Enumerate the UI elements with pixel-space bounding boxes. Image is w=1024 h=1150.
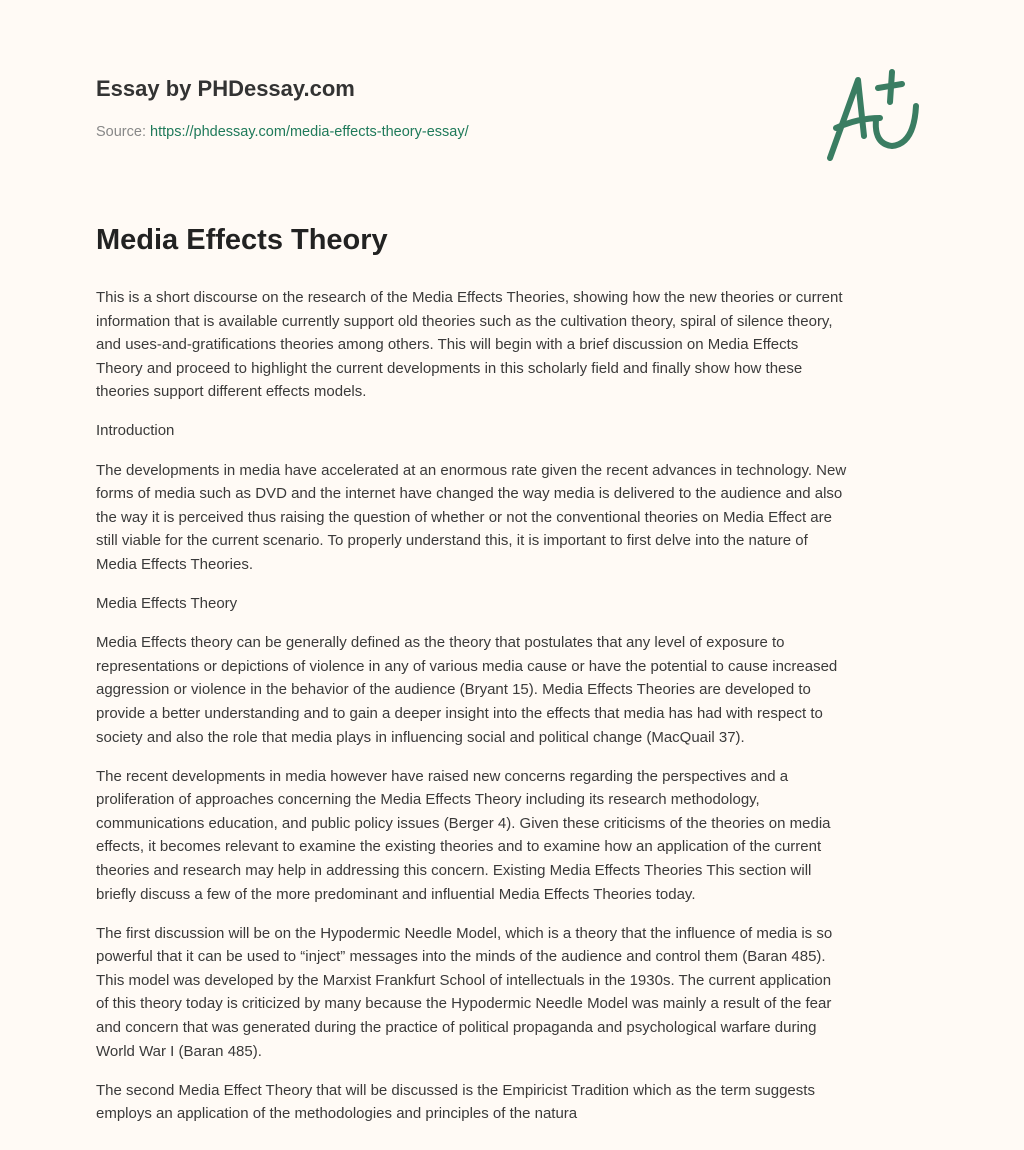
text-line: Media Effects theory can be generally defined as the theory that postulates that any level of exposure to [96,634,785,652]
text-line: provide a better understanding and to gain a deeper insight into the effects that media has had with respect to [96,704,823,722]
text-line: effects, it becomes relevant to examine the existing theories and to examine how an application of the current [96,838,822,856]
text-line: Introduction [96,422,175,440]
paragraph [96,922,936,1064]
paragraph [96,1079,936,1126]
text-line: society and also the role that media plays in influencing social and political change (MacQuail 37). [96,728,745,746]
text-line: This is a short discourse on the research of the Media Effects Theories, showing how the new theories or current [96,289,843,306]
text-line: proliferation of approaches concerning the Media Effects Theory including its research methodology, [96,791,760,809]
text-line: World War I (Baran 485). [96,1042,262,1060]
text-line: The recent developments in media however have raised new concerns regarding the perspectives and a [96,767,789,785]
paragraph [96,286,936,404]
text-line: still viable for the current scenario. To properly understand this, it is important to first delve into the nature of [96,532,808,550]
text-line: This model was developed by the Marxist Frankfurt School of intellectuals in the 1930s. The current application [96,971,832,989]
article-title: Media Effects Theory [96,224,388,256]
text-line: Theory and proceed to highlight the current developments in this scholarly field and finally show how these [96,359,803,377]
source-line [96,124,469,140]
text-line: Media Effects Theory [96,595,238,613]
text-line: and uses-and-gratifications theories among others. This will begin with a brief discussion on Media Effects [96,336,799,354]
text-line: briefly discuss a few of the more predominant and influential Media Effects Theories today. [96,885,696,903]
text-line: communications education, and public policy issues (Berger 4). Given these criticisms of the theories on media [96,814,831,832]
text-line: and concern that was generated during the practice of political propaganda and psychological warfare during [96,1019,817,1037]
article-body [96,286,936,1141]
a-plus-logo-icon [818,66,928,166]
source-label: Source: [96,124,146,140]
paragraph [96,631,936,749]
section-heading [96,419,936,443]
source-link[interactable]: https://phdessay.com/media-effects-theory-essay/ [150,124,469,140]
text-line: theories and research may help in addressing this concern. Existing Media Effects Theories This section will [96,861,812,879]
site-title: Essay by PHDessay.com [96,76,355,101]
text-line: The first discussion will be on the Hypodermic Needle Model, which is a theory that the influence of media is so [96,924,833,942]
paragraph [96,459,936,577]
text-line: information that is available currently support old theories such as the cultivation theory, spiral of silence theory, [96,312,833,330]
text-line: aggression or violence in the behavior of the audience (Bryant 15). Media Effects Theories are developed to [96,681,811,699]
text-line: representations or depictions of violence in any of various media cause or have the potential to cause increased [96,657,838,675]
text-line: Media Effects Theories. [96,555,254,573]
text-line: The developments in media have accelerated at an enormous rate given the recent advances in technology. New [96,461,847,479]
text-line: the way it is perceived thus raising the question of whether or not the conventional theories on Media Effect are [96,508,832,526]
text-line: powerful that it can be used to “inject” messages into the minds of the audience and control them (Baran 485). [96,948,826,966]
text-line: of this theory today is criticized by many because the Hypodermic Needle Model was mainly a result of the fear [96,995,832,1013]
section-heading [96,592,936,616]
text-line: theories support different effects models. [96,383,367,401]
text-line: employs an application of the methodologies and principles of the natura [96,1105,578,1123]
text-line: forms of media such as DVD and the internet have changed the way media is delivered to the audience and also [96,485,843,503]
paragraph [96,765,936,907]
text-line: The second Media Effect Theory that will be discussed is the Empiricist Tradition which as the term suggests [96,1081,815,1099]
